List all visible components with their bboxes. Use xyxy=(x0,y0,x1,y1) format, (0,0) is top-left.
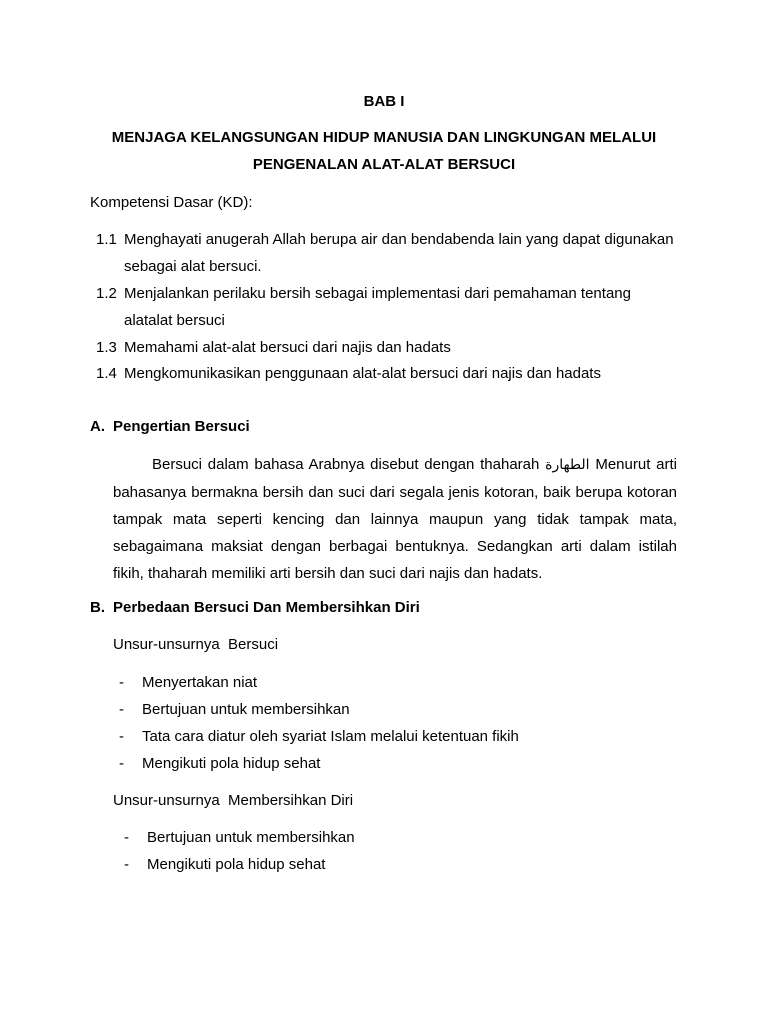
kd-item-text-continued: sebagai alat bersuci. xyxy=(124,258,262,275)
list-item-text: Bertujuan untuk membersihkan xyxy=(142,701,350,718)
kd-item-number: 1.4 xyxy=(96,365,117,382)
chapter-title-line-1: MENJAGA KELANGSUNGAN HIDUP MANUSIA DAN LINGKUNGAN MELALUI xyxy=(111,129,657,146)
section-b-title: Perbedaan Bersuci Dan Membersihkan Diri xyxy=(113,599,420,616)
bullet-dash: - xyxy=(124,856,129,873)
bullet-dash: - xyxy=(124,829,129,846)
kd-item-text: Memahami alat-alat bersuci dari najis dan hadats xyxy=(124,339,451,356)
kd-item-text-continued: alatalat bersuci xyxy=(124,312,225,329)
bullet-dash: - xyxy=(119,674,124,691)
section-b-letter: B. xyxy=(90,599,105,616)
section-a-letter: A. xyxy=(90,418,105,435)
kd-item-number: 1.3 xyxy=(96,339,117,356)
chapter-title-line-2: PENGENALAN ALAT-ALAT BERSUCI xyxy=(252,156,516,173)
section-a-title: Pengertian Bersuci xyxy=(113,418,250,435)
bersuci-subheading: Unsur-unsurnya Bersuci xyxy=(113,636,279,653)
bullet-dash: - xyxy=(119,755,124,772)
list-item-text: Mengikuti pola hidup sehat xyxy=(142,755,321,772)
paragraph-text-before-arabic: Bersuci dalam bahasa Arabnya disebut dengan thaharah xyxy=(152,456,540,473)
bullet-dash: - xyxy=(119,701,124,718)
list-item-text: Tata cara diatur oleh syariat Islam melalui ketentuan fikih xyxy=(142,728,519,745)
list-item-text: Menyertakan niat xyxy=(142,674,258,691)
arabic-term: الطهارة xyxy=(545,457,590,473)
kd-item-number: 1.2 xyxy=(96,285,117,302)
kd-item-text: Mengkomunikasikan penggunaan alat-alat bersuci dari najis dan hadats xyxy=(124,365,601,382)
section-a-paragraph xyxy=(113,451,677,587)
paragraph-text-after-arabic: Menurut arti bahasanya bermakna bersih dan suci dari segala jenis kotoran, baik berupa kotoran tampak mata seperti kencing dan lainnya maupun yang tidak tampak mata, sebagaimana maksiat dengan berbagai bentuknya. Sedangkan arti dalam istilah fikih, thaharah memiliki arti bersih dan suci dari najis dan hadats. xyxy=(113,456,677,582)
kd-item-text: Menjalankan perilaku bersih sebagai implementasi dari pemahaman tentang xyxy=(124,285,631,302)
kd-item-text: Menghayati anugerah Allah berupa air dan bendabenda lain yang dapat digunakan xyxy=(124,231,674,248)
list-item-text: Bertujuan untuk membersihkan xyxy=(147,829,355,846)
bullet-dash: - xyxy=(119,728,124,745)
kd-item-number: 1.1 xyxy=(96,231,117,248)
chapter-label: BAB I xyxy=(363,93,405,110)
list-item-text: Mengikuti pola hidup sehat xyxy=(147,856,326,873)
membersihkan-subheading: Unsur-unsurnya Membersihkan Diri xyxy=(113,792,354,809)
kd-heading: Kompetensi Dasar (KD): xyxy=(90,194,253,211)
